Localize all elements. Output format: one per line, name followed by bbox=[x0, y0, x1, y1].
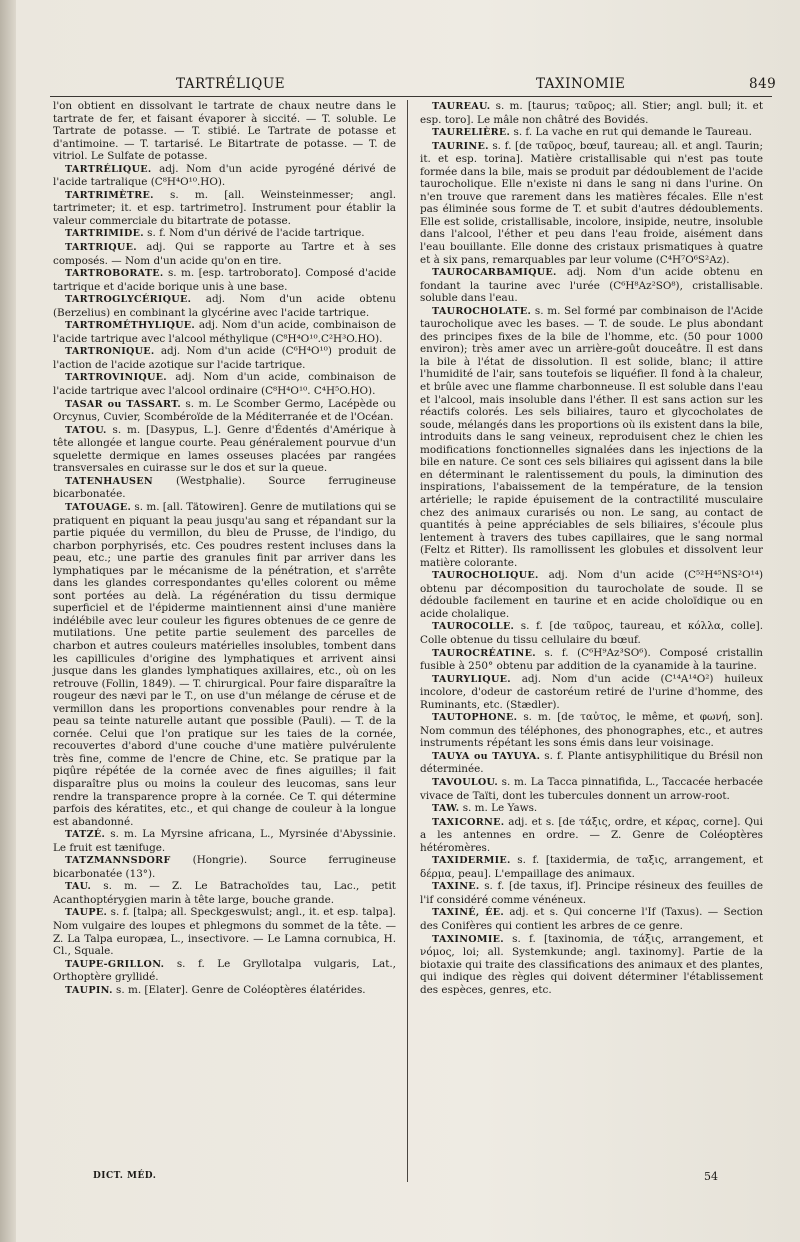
page-binding-edge bbox=[0, 0, 16, 1242]
dictionary-entry bbox=[420, 933, 763, 997]
entry-definition: s. m. Sel formé par combinaison de l'Acide taurocholique avec les bases. — T. de soude. Le plus abondant des principes fixes de la bile de l'homme, etc. (50 pour 1000 environ); très amer avec un arrière-goût douceâtre. Il est dans la bile à l'état de dissolution. Il est solide, blanc; il attire l'humidité de l'air, sans toutefois se liquéfier. Il fond à la chaleur, et brûle avec une flamme charbonneuse. Il est soluble dans l'eau et l'alcool, mais insoluble dans l'éther. Il est sans action sur les réactifs colorés. Les sels biliaires, tauro et glycocholates de soude, mélangés dans les proportions où ils existent dans la bile, introduits dans le sang veineux, reproduisent chez le chien les modifications fonctionnelles signalées dans les injections de la bile en nature. Ce sont ces sels biliaires qui agissent dans la bile en déterminant le ralentissement du pouls, la diminution des inspirations, l'abaissement de la température, de la tension artérielle; le rapide épuisement de la contractilité musculaire chez des animaux curarisés ou non. Le sang, au contact de quantités à peine appréciables de sels biliaires, s'écoule plus lentement à travers des tubes capillaires, que le sang normal (Feltz et Ritter). Ils ramollissent les globules et dissolvent leur matière colorante. bbox=[420, 304, 763, 569]
dictionary-entry bbox=[420, 802, 763, 816]
dictionary-entry bbox=[420, 906, 763, 932]
entry-definition: l'on obtient en dissolvant le tartrate de chaux neutre dans le tartrate de fer, et faisant évaporer à siccité. — T. soluble. Le Tartrate de potasse. — T. stibié. Le Tartrate de potasse et d'antimoine. — T. tartarisé. Le Bitartrate de potasse. — T. de vitriol. Le Sulfate de potasse. bbox=[53, 100, 396, 163]
entry-definition: s. m. [Dasypus, L.]. Genre d'Édentés d'Amérique à tête allongée et langue courte. Peau généralement pourvue d'un squelette dermique en lames osseuses placées par rangées transversales en cuirasse sur le dos et sur la queue. bbox=[53, 423, 396, 475]
entry-headword: TAUPE-GRILLON. bbox=[65, 958, 165, 970]
entry-definition: s. m. [all. Tätowiren]. Genre de mutilations qui se pratiquent en piquant la peau jusqu'au sang et répandant sur la partie piquée du vermillon, du bleu de Prusse, de l'indigo, du charbon porphyrisés, etc. Ces poudres restent incluses dans la peau, etc.; une partie des granules finit par arriver dans les lymphatiques par le mécanisme de la pénétration, et s'arrête dans les glandes correspondantes qu'elles colorent ou même sont portées au delà. La régénération du tissu dermique superficiel et de l'épiderme maintiennent ainsi d'une manière indélébile avec leur couleur les figures obtenues de ce genre de mutilations. Une petite partie seulement des parcelles de charbon et autres couleurs matérielles insolubles, tombent dans les capillicules d'origine des lymphatiques et arrivent ainsi jusque dans les glandes lymphatiques axillaires, etc., où on les retrouve (Follin, 1849). — T. chirurgical. Pour faire disparaître la rougeur des nævi par le T., on use d'un mélange de céruse et de vermillon dans les proportions convenables pour rendre à la peau sa teinte naturelle autant que possible (Pauli). — T. de la cornée. Celui que l'on pratique sur les taies de la cornée, recouvertes d'abord d'une couche d'une matière pulvérulente très fine, comme de l'encre de Chine, etc. Se pratique par la piqûre répétée de la cornée avec de fines aiguilles; il fait disparaître plus ou moins la couleur des leucomas, sans leur rendre la transparence propre à la cornée. Ce T. qui détermine parfois des kératites, etc., et qui change de couleur à la longue est abandonné. bbox=[53, 500, 396, 828]
entry-headword: TAUTOPHONE. bbox=[432, 712, 518, 724]
dictionary-entry bbox=[53, 424, 396, 475]
dictionary-entry bbox=[420, 750, 763, 776]
dictionary-entry bbox=[53, 854, 396, 880]
entry-definition: s. f. (C⁶H⁹Az³SO⁶). Composé cristallin fusible à 250° obtenu par addition de la cyanamide à la taurine. bbox=[420, 646, 763, 673]
dictionary-entry bbox=[420, 711, 763, 750]
dictionary-entry bbox=[53, 319, 396, 345]
entry-headword: TARTRIMIDE. bbox=[65, 228, 144, 240]
entry-headword: TAXINÉ, ÉE. bbox=[432, 907, 505, 919]
dictionary-entry bbox=[53, 241, 396, 267]
right-running-title: TAXINOMIE bbox=[536, 76, 626, 92]
dictionary-entry bbox=[420, 647, 763, 673]
dictionary-entry bbox=[53, 371, 396, 397]
entry-headword: TARTRÉLIQUE. bbox=[65, 163, 152, 175]
entry-definition: s. f. [taxidermia, de ταξις, arrangement, et δέρμα, peau]. L'empaillage des animaux. bbox=[420, 854, 763, 880]
entry-definition: s. m. [Elater]. Genre de Coléoptères élatérides. bbox=[112, 983, 366, 996]
entry-headword: TAXINOMIE. bbox=[432, 933, 504, 945]
entry-headword: TARTRIQUE. bbox=[65, 242, 137, 254]
entry-headword: TAUROCHOLATE. bbox=[432, 305, 532, 317]
running-head bbox=[0, 76, 800, 96]
entry-definition: s. f. [de taxus, if]. Principe résineux des feuilles de l'if considéré comme vénéneux. bbox=[420, 880, 763, 906]
entry-headword: TARTROBORATE. bbox=[65, 268, 164, 280]
dictionary-entry bbox=[53, 501, 396, 828]
entry-headword: TATOUAGE. bbox=[65, 501, 132, 513]
entry-headword: TAXICORNE. bbox=[432, 816, 505, 828]
entry-definition: s. m. La Tacca pinnatifida, L., Taccacée herbacée vivace de Taïti, dont les tubercules donnent un arrow-root. bbox=[420, 775, 763, 802]
dictionary-entry bbox=[53, 984, 396, 998]
dictionary-entry bbox=[53, 906, 396, 957]
entry-headword: TAUPIN. bbox=[65, 984, 113, 996]
dictionary-entry bbox=[53, 100, 396, 163]
entry-headword: TARTRONIQUE. bbox=[65, 346, 155, 358]
entry-definition: s. f. Nom d'un dérivé de l'acide tartrique. bbox=[143, 227, 365, 240]
entry-headword: TAURINE. bbox=[432, 140, 489, 152]
entry-definition: s. m. Le Scomber Germo, Lacépède ou Orcynus, Cuvier, Scombéroïde de la Méditerranée et de l'Océan. bbox=[53, 397, 397, 424]
entry-definition: adj. Qui se rapporte au Tartre et à ses composés. — Nom d'un acide qu'on en tire. bbox=[53, 241, 396, 267]
entry-headword: TAUREAU. bbox=[432, 101, 491, 112]
entry-definition: s. f. Le Gryllotalpa vulgaris, Lat., Orthoptère gryllidé. bbox=[53, 957, 396, 984]
entry-headword: TAUPE. bbox=[65, 907, 108, 919]
entry-headword: TAUROCOLLE. bbox=[432, 621, 515, 633]
entry-headword: TAURELIÈRE. bbox=[432, 127, 511, 139]
page-number: 849 bbox=[749, 76, 777, 92]
entry-definition: adj. Nom d'un acide (C⁶H⁴O¹⁰) produit de l'action de l'acide azotique sur l'acide tartrique. bbox=[53, 345, 396, 371]
dictionary-entry bbox=[53, 475, 396, 501]
entry-headword: TATZMANNSDORF bbox=[65, 855, 171, 867]
entry-definition: (Hongrie). Source ferrugineuse bicarbonatée (13°). bbox=[53, 854, 396, 880]
entry-headword: TASAR ou TASSART. bbox=[65, 398, 181, 410]
entry-headword: TAUROCRÉATINE. bbox=[432, 647, 536, 659]
dictionary-entry bbox=[53, 345, 396, 371]
dictionary-entry bbox=[420, 880, 763, 906]
entry-headword: TAXINE. bbox=[432, 881, 480, 893]
entry-headword: TAUYA ou TAYUYA. bbox=[432, 750, 541, 762]
dictionary-entry bbox=[420, 126, 763, 140]
entry-headword: TAXIDERMIE. bbox=[432, 855, 511, 867]
header-rule bbox=[50, 96, 772, 97]
entry-headword: TAURYLIQUE. bbox=[432, 673, 511, 685]
dictionary-entry bbox=[420, 854, 763, 880]
entry-definition: (Westphalie). Source ferrugineuse bicarbonatée. bbox=[53, 474, 396, 501]
entry-headword: TARTROVINIQUE. bbox=[65, 372, 167, 384]
dictionary-entry bbox=[420, 776, 763, 802]
entry-definition: adj. Nom d'un acide pyrogéné dérivé de l'acide tartralique (C⁸H⁴O¹⁰.HO). bbox=[53, 162, 396, 189]
entry-definition: adj. Nom d'un acide, combinaison de l'acide tartrique avec l'alcool méthylique (C⁸H⁴O¹⁰.C²H³O.HO). bbox=[53, 319, 396, 345]
left-running-title: TARTRÉLIQUE bbox=[176, 76, 286, 92]
entry-definition: s. f. Plante antisyphilitique du Brésil non déterminée. bbox=[420, 749, 763, 776]
entry-headword: TARTRIMÈTRE. bbox=[65, 189, 154, 201]
entry-headword: TARTROGLYCÉRIQUE. bbox=[65, 294, 192, 306]
entry-headword: TATOU. bbox=[65, 424, 107, 436]
dictionary-entry bbox=[53, 293, 396, 319]
dictionary-entry bbox=[53, 163, 396, 189]
entry-headword: TAU. bbox=[65, 881, 92, 893]
entry-headword: TAW. bbox=[432, 803, 460, 815]
footer-signature: DICT. MÉD. bbox=[93, 1171, 157, 1181]
entry-definition: s. f. La vache en rut qui demande le Taureau. bbox=[510, 126, 752, 139]
entry-definition: adj. Nom d'un acide (C⁵²H⁴⁵NS²O¹⁴) obtenu par décomposition du taurocholate de soude. Il se dédouble facilement en taurine et en acide choloïdique ou en acide cholalique. bbox=[420, 569, 763, 620]
dictionary-entry bbox=[53, 227, 396, 241]
right-column bbox=[420, 100, 763, 996]
entry-headword: TATENHAUSEN bbox=[65, 475, 153, 487]
entry-definition: adj. Nom d'un acide, combinaison de l'acide tartrique avec l'alcool ordinaire (C⁸H⁴O¹⁰. C⁴H⁵O.HO). bbox=[53, 371, 396, 398]
dictionary-entry bbox=[420, 673, 763, 712]
entry-definition: adj. Nom d'un acide obtenu en fondant la taurine avec l'urée (C⁶H⁸Az²SO⁸), cristallisable. soluble dans l'eau. bbox=[420, 266, 763, 305]
dictionary-entry bbox=[420, 305, 763, 569]
entry-definition: adj. et s. [de τάξις, ordre, et κέρας, corne]. Qui a les antennes en ordre. — Z. Genre de Coléoptères hétéromères. bbox=[420, 815, 763, 854]
entry-definition: s. m. [taurus; ταῦρος; all. Stier; angl. bull; it. et esp. toro]. Le mâle non châtré des Bovidés. bbox=[420, 100, 763, 126]
dictionary-entry bbox=[53, 267, 396, 293]
dictionary-entry bbox=[420, 100, 763, 126]
dictionary-entry bbox=[420, 620, 763, 646]
entry-headword: TAUROCARBAMIQUE. bbox=[432, 267, 557, 279]
entry-definition: adj. Nom d'un acide obtenu (Berzelius) en combinant la glycérine avec l'acide tartrique. bbox=[53, 293, 396, 319]
entry-definition: s. m. Le Yaws. bbox=[459, 802, 538, 815]
entry-definition: s. m. [all. Weinsteinmesser; angl. tartrimeter; it. et esp. tartrimetro]. Instrument pour établir la valeur commerciale du bitartrate de potasse. bbox=[53, 188, 396, 227]
entry-definition: s. m. [de ταὐτος, le même, et φωνή, son]. Nom commun des téléphones, des phonographes, etc., et autres instruments répétant les sons émis dans leur voisinage. bbox=[420, 711, 763, 750]
dictionary-entry bbox=[420, 816, 763, 855]
entry-headword: TAVOULOU. bbox=[432, 776, 498, 788]
dictionary-entry bbox=[53, 880, 396, 906]
dictionary-entry bbox=[53, 958, 396, 984]
left-column bbox=[53, 100, 396, 997]
entry-definition: s. f. [talpa; all. Speckgeswulst; angl., it. et esp. talpa]. Nom vulgaire des loupes et phlegmons du sommet de la tête. — Z. La Talpa europæa, L., insectivore. — Le Lamna cornubica, H. Cl., Squale. bbox=[53, 906, 396, 958]
dictionary-entry bbox=[420, 569, 763, 620]
entry-definition: s. m. — Z. Le Batrachoïdes tau, Lac., petit Acanthoptérygien marin à tête large, bouche grande. bbox=[53, 880, 396, 906]
entry-headword: TATZÉ. bbox=[65, 829, 106, 841]
entry-headword: TAUROCHOLIQUE. bbox=[432, 570, 539, 582]
entry-definition: s. m. [esp. tartroborato]. Composé d'acide tartrique et d'acide borique unis à une base. bbox=[53, 267, 396, 293]
entry-definition: adj. Nom d'un acide (C¹⁴A¹⁴O²) huileux incolore, d'odeur de castoréum retiré de l'urine d'homme, des Ruminants, etc. (Stædler). bbox=[420, 672, 763, 711]
dictionary-entry bbox=[53, 189, 396, 228]
column-divider bbox=[407, 100, 408, 1182]
entry-definition: adj. et s. Qui concerne l'If (Taxus). — Section des Conifères qui contient les arbres de ce genre. bbox=[420, 906, 764, 932]
entry-headword: TARTROMÉTHYLIQUE. bbox=[65, 320, 196, 332]
dictionary-entry bbox=[53, 398, 396, 424]
entry-definition: s. m. La Myrsine africana, L., Myrsinée d'Abyssinie. Le fruit est tænifuge. bbox=[53, 828, 396, 854]
dictionary-entry bbox=[53, 828, 396, 854]
dictionary-entry bbox=[420, 140, 763, 266]
dictionary-entry bbox=[420, 266, 763, 305]
entry-definition: s. f. [de ταῦρος, taureau, et κόλλα, colle]. Colle obtenue du tissu cellulaire du bœuf. bbox=[420, 620, 763, 646]
footer-sheet-number: 54 bbox=[704, 1170, 718, 1183]
entry-definition: s. f. [de ταῦρος, bœuf, taureau; all. et angl. Taurin; it. et esp. torina]. Matière cristallisable qui n'est pas toute formée dans la bile, mais se produit par dédoublement de l'acide taurocholique. Elle n'existe ni dans le sang ni dans l'urine. On n'en trouve que rarement dans les matières fécales. Elle n'est pas éliminée sous forme de T. et subit d'autres dédoublements. Elle est solide, cristallisable, incolore, insipide, neutre, insoluble dans l'alcool, l'éther et peu dans l'eau froide, aisément dans l'eau bouillante. Elle donne des cristaux prismatiques à quatre et à six pans, remarquables par leur volume (C⁴H⁷O⁶S²Az). bbox=[420, 139, 763, 266]
entry-definition: s. f. [taxinomia, de τάξις, arrangement, et νόμος, loi; all. Systemkunde; angl. taxinomy]. Partie de la biotaxie qui traite des classifications des animaux et des plantes, qui indique des règles qui doivent déterminer l'établissement des espèces, genres, etc. bbox=[420, 932, 763, 996]
